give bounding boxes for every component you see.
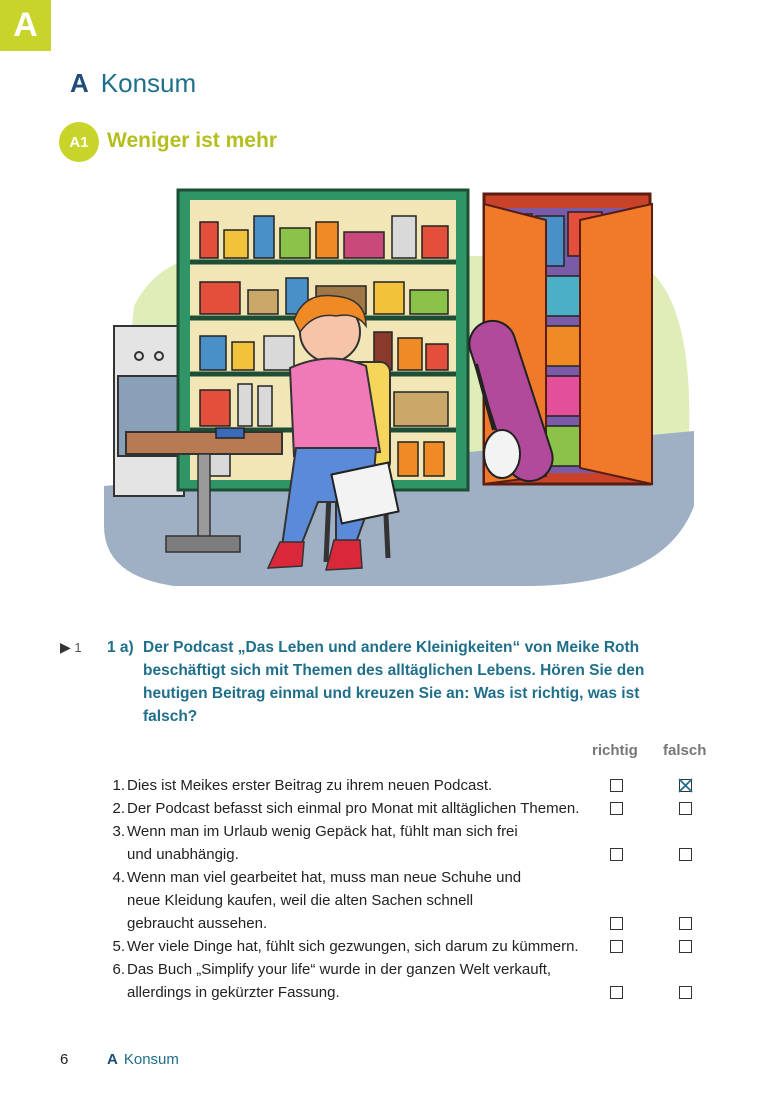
statement-item [107,774,727,797]
page-number: 6 [60,1051,69,1068]
checkbox-falsch-5[interactable] [679,940,692,953]
checkbox-richtig-3[interactable] [610,848,623,861]
checkbox-richtig-4[interactable] [610,917,623,930]
chapter-name: Konsum [100,68,197,98]
section-badge: A1 [59,122,99,162]
task-number: 1 a) [107,639,134,656]
check-cross-icon [680,780,691,791]
statement-list [107,774,727,1004]
statement-text: Wer viele Dinge hat, fühlt sich gezwungen, sich darum zu kümmern. [127,938,579,955]
statement-item [107,866,727,935]
checkbox-richtig-5[interactable] [610,940,623,953]
statement-text: Wenn man viel gearbeitet hat, muss man neue Schuhe und neue Kleidung kaufen, weil die alten Sachen schnell gebraucht aussehen. [127,869,522,932]
statement-number: 2. [112,800,125,817]
statement-text: Dies ist Meikes erster Beitrag zu ihrem neuen Podcast. [127,777,493,794]
statement-item [107,797,727,820]
statement-item [107,935,727,958]
statement-number: 1. [112,777,125,794]
chapter-title [70,68,196,99]
statement-text: Wenn man im Urlaub wenig Gepäck hat, fühlt man sich frei und unabhängig. [127,823,518,863]
task-instruction [107,636,647,728]
checkbox-richtig-6[interactable] [610,986,623,999]
chapter-letter: A [70,68,89,98]
illustration [104,186,698,588]
statement-number: 4. [112,869,125,886]
play-triangle-icon: ▶ [60,639,71,655]
audio-track[interactable] [60,639,82,656]
footer-title: Konsum [123,1051,179,1068]
statement-text: Der Podcast befasst sich einmal pro Monat mit alltäglichen Themen. [127,800,580,817]
task-text: Der Podcast „Das Leben und andere Kleinigkeiten“ von Meike Roth beschäftigt sich mit Themen des alltäglichen Lebens. Hören Sie den heutigen Beitrag einmal und kreuzen Sie an: Was ist richtig, was ist falsch? [143,639,645,725]
statement-number: 3. [112,823,125,840]
checkbox-falsch-4[interactable] [679,917,692,930]
footer-letter: A [107,1051,118,1068]
section-title: Weniger ist mehr [107,129,277,152]
column-header-richtig: richtig [592,742,638,759]
checkbox-richtig-2[interactable] [610,802,623,815]
column-header-falsch: falsch [663,742,707,759]
statement-item [107,820,727,866]
checkbox-falsch-3[interactable] [679,848,692,861]
checkbox-richtig-1[interactable] [610,779,623,792]
statement-text: Das Buch „Simplify your life“ wurde in der ganzen Welt verkauft, allerdings in gekürzter Fassung. [127,961,552,1001]
checkbox-falsch-6[interactable] [679,986,692,999]
checkbox-falsch-2[interactable] [679,802,692,815]
audio-track-number: 1 [74,640,82,655]
statement-number: 6. [112,961,125,978]
footer-chapter [107,1051,179,1068]
checkbox-falsch-1[interactable] [679,779,692,792]
statement-item [107,958,727,1004]
chapter-tab: A [0,0,51,51]
statement-number: 5. [112,938,125,955]
